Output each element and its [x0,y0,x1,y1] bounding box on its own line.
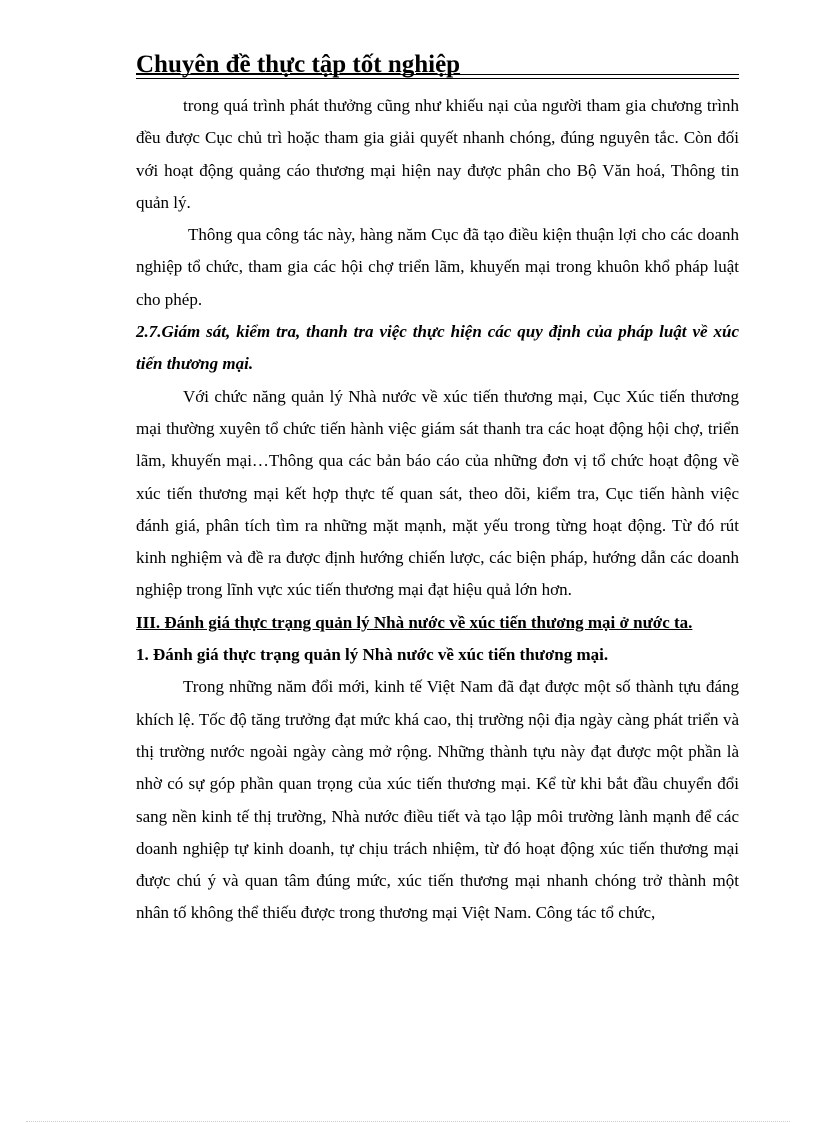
paragraph-1: trong quá trình phát thưởng cũng như khiếu nại của người tham gia chương trình đều được Cục chủ trì hoặc tham gia giải quyết nhanh chóng, đúng nguyên tắc. Còn đối với hoạt động quảng cáo thương mại hiện nay được phân cho Bộ Văn hoá, Thông tin quản lý. [136,96,739,212]
header-rule-top [136,74,739,75]
document-body [136,90,739,930]
page-header [136,50,739,80]
paragraph-3: Với chức năng quản lý Nhà nước về xúc tiến thương mại, Cục Xúc tiến thương mại thường xuyên tổ chức tiến hành việc giám sát thanh tra các hoạt động hội chợ, triển lãm, khuyến mại…Thông qua các bản báo cáo của những đơn vị tổ chức hoạt động về xúc tiến thương mại kết hợp thực tế quan sát, theo dõi, kiểm tra, Cục tiến hành việc đánh giá, phân tích tìm ra những mặt mạnh, mặt yếu trong từng hoạt động. Từ đó rút kinh nghiệm và đề ra được định hướng chiến lược, các biện pháp, hướng dẫn các doanh nghiệp trong lĩnh vực xúc tiến thương mại đạt hiệu quả lớn hơn. [136,386,739,600]
header-title: Chuyên đề thực tập tốt nghiệp [136,51,461,78]
heading-1: 1. Đánh giá thực trạng quản lý Nhà nước về xúc tiến thương mại. [136,645,609,665]
heading-section-3: III. Đánh giá thực trạng quản lý Nhà nước về xúc tiến thương mại ở nước ta. [136,612,693,632]
paragraph-4: Trong những năm đổi mới, kinh tế Việt Nam đã đạt được một số thành tựu đáng khích lệ. Tốc độ tăng trưởng đạt mức khá cao, thị trường nội địa ngày càng phát triển và thị trường nước ngoài ngày càng mở rộng. Những thành tựu này đạt được một phần là nhờ có sự góp phần quan trọng của xúc tiến thương mại. Kể từ khi bắt đầu chuyển đổi sang nền kinh tế thị trường, Nhà nước điều tiết và tạo lập môi trường lành mạnh để các doanh nghiệp tự kinh doanh, tự chịu trách nhiệm, từ đó hoạt động xúc tiến thương mại được chú ý và quan tâm đúng mức, xúc tiến thương mại nhanh chóng trở thành một nhân tố không thể thiếu được trong thương mại Việt Nam. Công tác tổ chức, [136,677,739,923]
heading-2-7: 2.7.Giám sát, kiểm tra, thanh tra việc thực hiện các quy định của pháp luật về xúc tiến thương mại. [136,322,739,374]
page-bottom-border [26,1121,790,1122]
header-rule-bottom [136,78,739,79]
paragraph-2: Thông qua công tác này, hàng năm Cục đã tạo điều kiện thuận lợi cho các doanh nghiệp tổ chức, tham gia các hội chợ triển lãm, khuyến mại trong khuôn khổ pháp luật cho phép. [136,225,739,309]
